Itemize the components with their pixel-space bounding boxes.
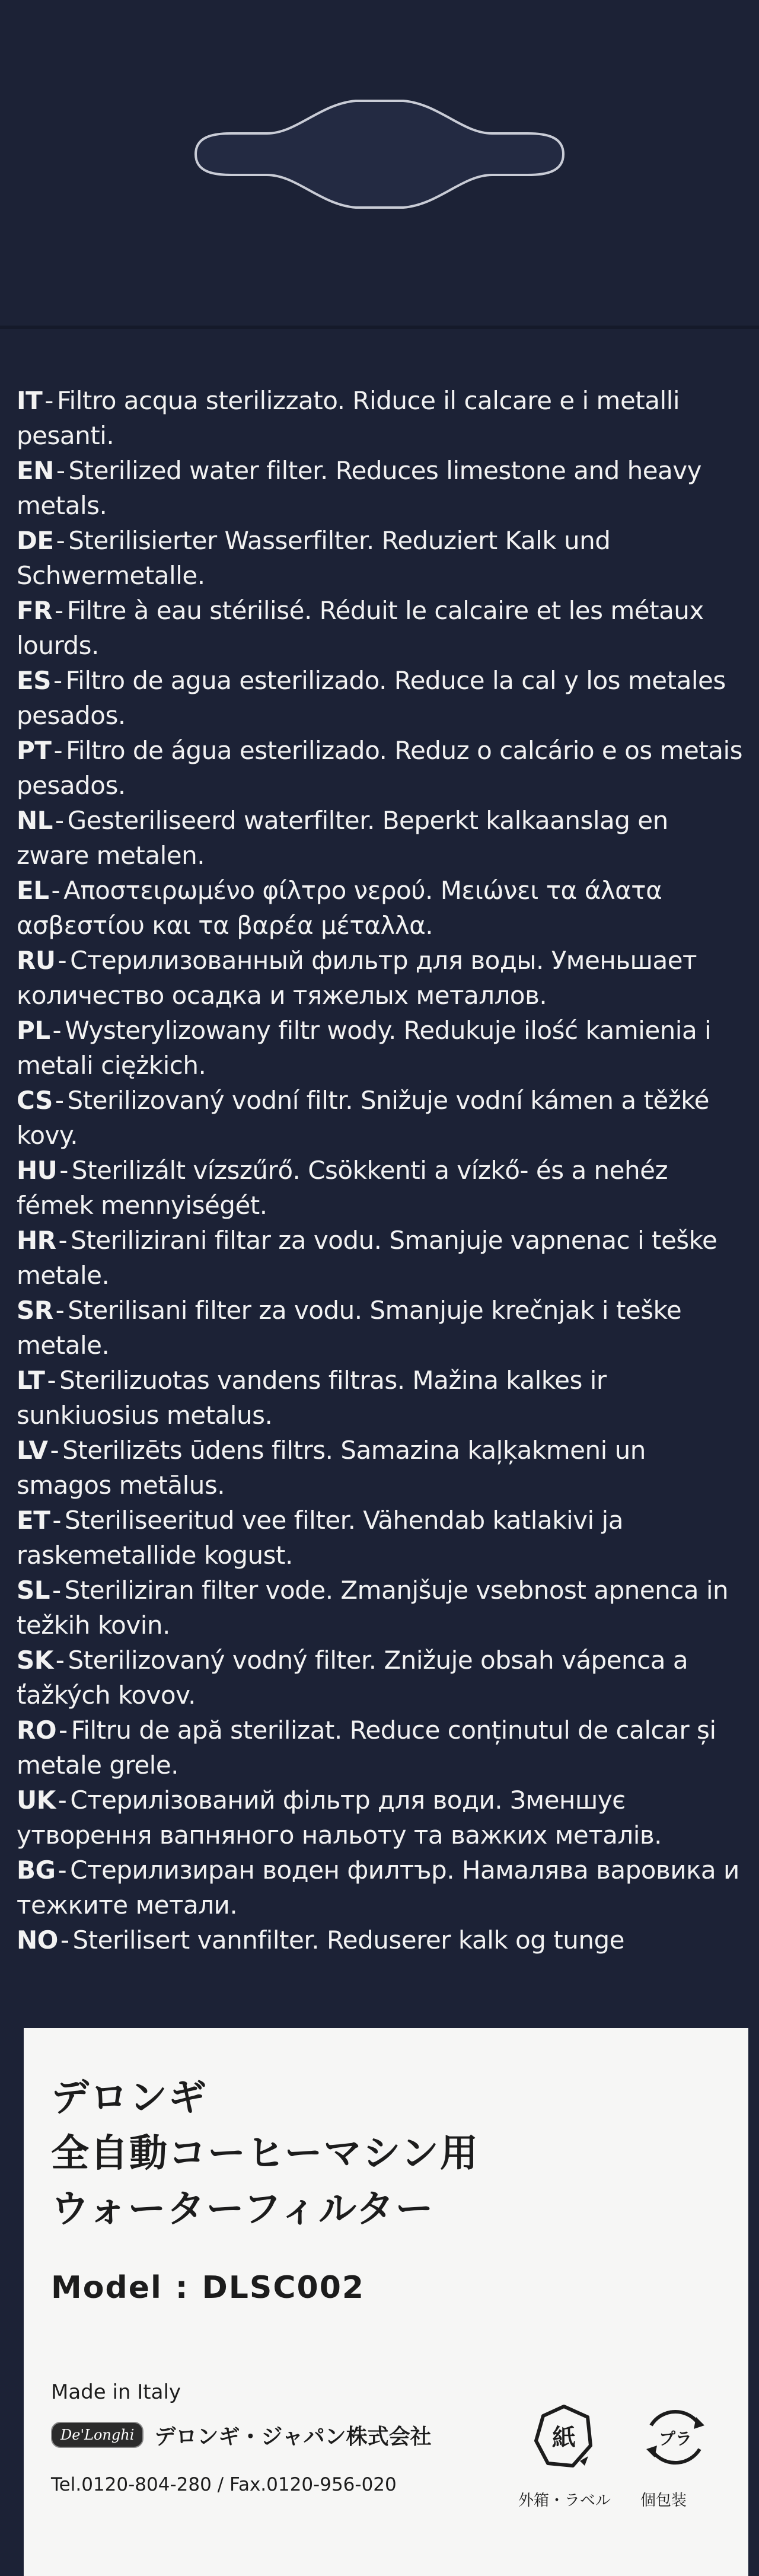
lang-entry-et: ET- Steriliseeritud vee filter. Vähendab katlakivi ja raskemetallide kogust.: [17, 1506, 623, 1570]
model-separator: :: [175, 2270, 189, 2306]
lang-entry-sr: SR- Sterilisani filter za vodu. Smanjuje krečnjak i teške metale.: [17, 1296, 682, 1360]
brand-logo: De'Longhi: [51, 2422, 143, 2448]
lang-entry-de: DE- Sterilisierter Wasserfilter. Reduziert Kalk und Schwermetalle.: [17, 526, 611, 590]
lang-entry-ro: RO- Filtru de apă sterilizat. Reduce conținutul de calcar și metale grele.: [17, 1716, 716, 1780]
lang-entry-pt: PT- Filtro de água esterilizado. Reduz o calcário e os metais pesados.: [17, 736, 743, 800]
plastic-recycle-icon: [643, 2402, 708, 2473]
model-number: [51, 2270, 365, 2306]
made-in-text: Made in Italy: [51, 2380, 181, 2404]
svg-text:紙: 紙: [552, 2424, 576, 2451]
lang-entry-fr: FR- Filtre à eau stérilisé. Réduit le calcaire et les métaux lourds.: [17, 596, 704, 660]
model-label: Model: [51, 2270, 162, 2306]
product-name-jp-line1: 全自動コーヒーマシン用: [51, 2132, 479, 2176]
lang-entry-ru: RU- Стерилизованный фильтр для воды. Уменьшает количество осадка и тяжелых металлов.: [17, 946, 697, 1010]
plastic-recycle-caption: 個包装: [640, 2492, 687, 2510]
product-label: [24, 2028, 748, 2576]
lang-entry-en: EN- Sterilized water filter. Reduces limestone and heavy metals.: [17, 456, 701, 520]
lang-entry-cs: CS- Sterilizovaný vodní filtr. Snižuje vodní kámen a těžké kovy.: [17, 1086, 709, 1150]
contact-info: Tel.0120-804-280 / Fax.0120-956-020: [51, 2474, 397, 2495]
lang-entry-no: NO- Sterilisert vannfilter. Reduserer kalk og tunge: [17, 1925, 624, 1955]
model-value: DLSC002: [202, 2270, 365, 2306]
lang-entry-sl: SL- Steriliziran filter vode. Zmanjšuje vsebnost apnenca in težkih kovin.: [17, 1576, 729, 1640]
paper-recycle-icon: [531, 2402, 597, 2473]
brand-name-jp: デロンギ: [51, 2076, 208, 2120]
lang-entry-uk: UK- Стерилізований фільтр для води. Зменшує утворення вапняного нальоту та важких металів.: [17, 1786, 662, 1850]
lang-entry-lv: LV- Sterilizēts ūdens filtrs. Samazina kaļķakmeni un smagos metālus.: [17, 1436, 646, 1500]
lang-entry-sk: SK- Sterilizovaný vodný filter. Znižuje obsah vápenca a ťažkých kovov.: [17, 1646, 688, 1710]
svg-text:プラ: プラ: [658, 2429, 693, 2449]
paper-recycle-caption: 外箱・ラベル: [518, 2492, 611, 2510]
lang-entry-hu: HU- Sterilizált vízszűrő. Csökkenti a vízkő- és a nehéz fémek mennyiségét.: [17, 1156, 668, 1220]
lang-entry-pl: PL- Wysterylizowany filtr wody. Redukuje ilość kamienia i metali ciężkich.: [17, 1016, 712, 1080]
multilingual-description: [17, 383, 743, 1957]
lang-entry-it: IT- Filtro acqua sterilizzato. Riduce il calcare e i metalli pesanti.: [17, 386, 680, 450]
hanger-tab: [0, 0, 759, 332]
product-name-jp-line2: ウォーターフィルター: [51, 2188, 435, 2231]
lang-entry-bg: BG- Стерилизиран воден филтър. Намалява варовика и тежките метали.: [17, 1856, 739, 1920]
company-name: デロンギ・ジャパン株式会社: [154, 2424, 432, 2449]
lang-entry-nl: NL- Gesteriliseerd waterfilter. Beperkt kalkaanslag en zware metalen.: [17, 806, 668, 870]
company-row: [51, 2419, 432, 2450]
lang-entry-lt: LT- Sterilizuotas vandens filtras. Mažina kalkes ir sunkiuosius metalus.: [17, 1366, 607, 1430]
lang-entry-hr: HR- Sterilizirani filtar za vodu. Smanjuje vapnenac i teške metale.: [17, 1226, 717, 1290]
lang-entry-es: ES- Filtro de agua esterilizado. Reduce la cal y los metales pesados.: [17, 666, 726, 730]
lang-entry-el: EL- Αποστειρωμένο φίλτρο νερού. Μειώνει τα άλατα ασβεστίου και τα βαρέα μέταλλα.: [17, 876, 662, 940]
